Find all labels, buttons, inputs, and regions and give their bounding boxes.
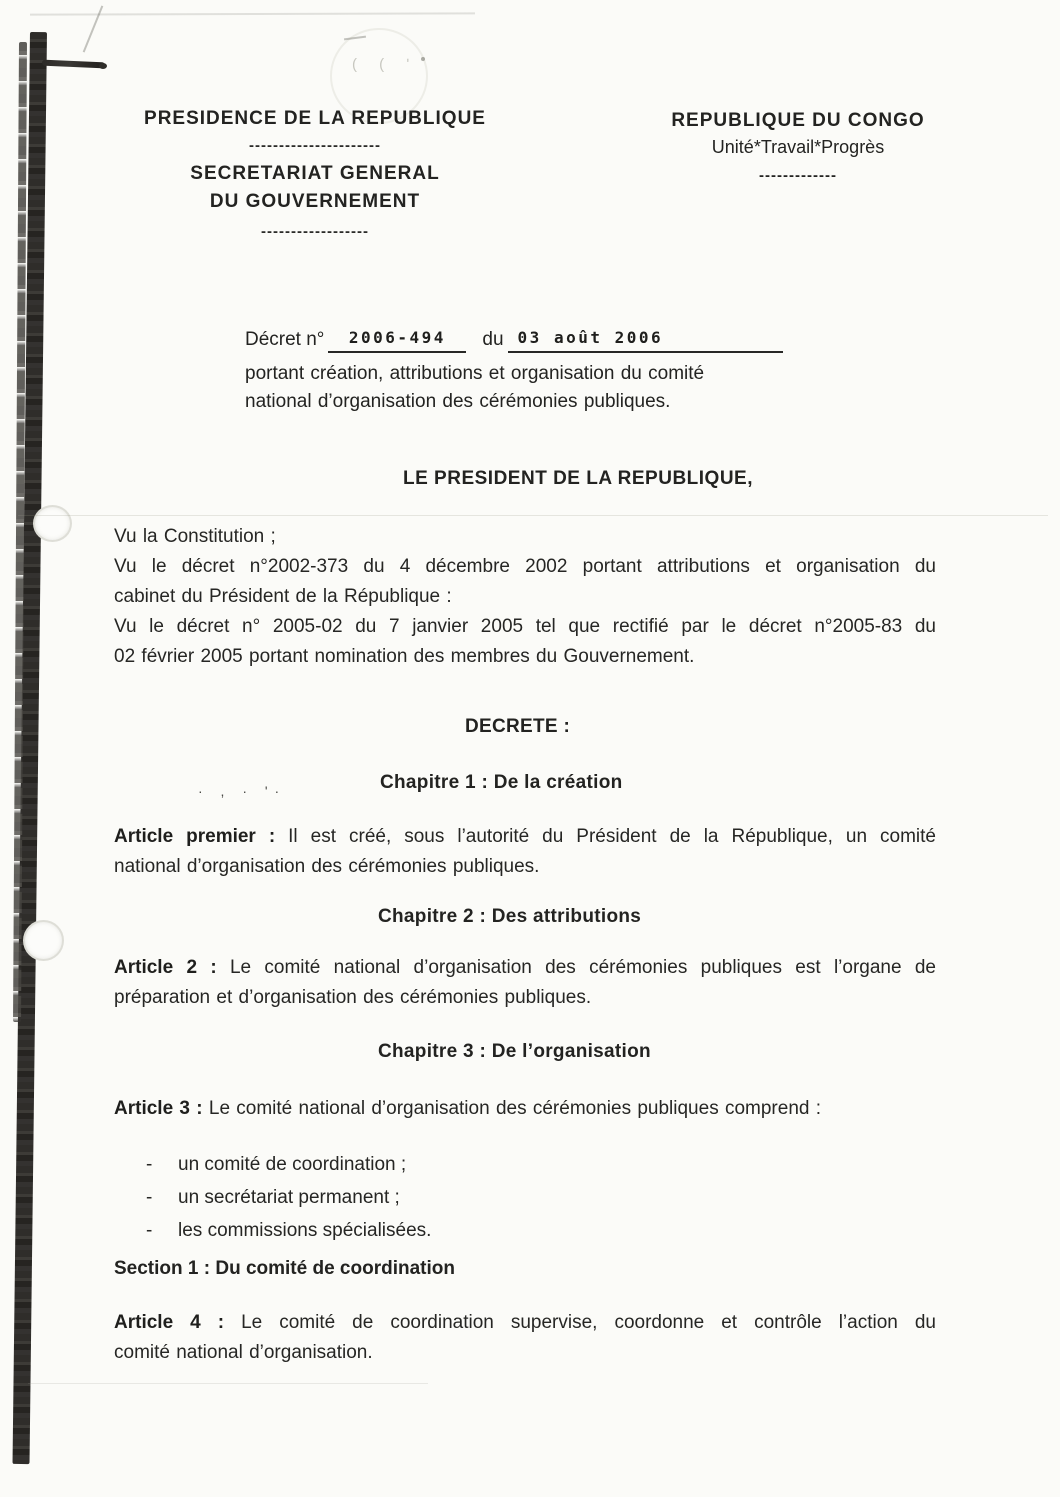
article-line: national d’organisation des cérémonies publiques. xyxy=(114,856,540,877)
letterhead-right xyxy=(648,110,948,184)
org-secretariat: SECRETARIAT GENERAL xyxy=(190,163,440,184)
article-label: Article premier : xyxy=(114,826,276,847)
scan-fold-line-low xyxy=(28,1383,428,1384)
divider-dashes: ------------------ xyxy=(261,223,369,240)
article-line: Article premier : Il est créé, sous l’autorité du Président de la République, un comité xyxy=(114,826,936,847)
decree-number-line xyxy=(245,328,783,353)
article-premier xyxy=(114,822,936,882)
decree-prefix-label: Décret n° xyxy=(245,329,325,350)
decrete-heading: DECRETE : xyxy=(465,716,571,737)
visa-line: Vu la Constitution ; xyxy=(114,526,276,547)
section1-heading: Section 1 : Du comité de coordination xyxy=(114,1258,455,1279)
decree-date-field: 03 août 2006 xyxy=(508,328,783,353)
divider-dashes: ------------- xyxy=(759,167,837,184)
article-line: Article 2 : Le comité national d’organisation des cérémonies publiques est l’organe de xyxy=(114,957,936,978)
org-gouvernement: DU GOUVERNEMENT xyxy=(209,191,421,212)
list-dash: - xyxy=(146,1220,153,1241)
article-3 xyxy=(114,1094,936,1124)
committee-structure-list xyxy=(146,1148,431,1247)
faint-stamp-marks: ( ( ʹ xyxy=(352,56,419,73)
national-motto: Unité*Travail*Progrès xyxy=(711,137,885,157)
article-line: Article 4 : Le comité de coordination supervise, coordonne et contrôle l’action du xyxy=(114,1312,936,1333)
chapter3-heading: Chapitre 3 : De l’organisation xyxy=(378,1041,651,1062)
article-label: Article 4 : xyxy=(114,1312,225,1333)
visa-line: 02 février 2005 portant nomination des membres du Gouvernement. xyxy=(114,646,695,667)
article-label: Article 2 : xyxy=(114,957,217,978)
list-item: - un comité de coordination ; xyxy=(146,1148,431,1181)
chapter1-heading: Chapitre 1 : De la création xyxy=(380,772,623,793)
chapter2-heading: Chapitre 2 : Des attributions xyxy=(378,906,642,927)
decree-subject xyxy=(245,360,805,416)
decree-subject-line2: national d’organisation des cérémonies publiques. xyxy=(245,391,671,412)
list-item: - un secrétariat permanent ; xyxy=(146,1181,431,1214)
scan-speck xyxy=(421,57,425,61)
article-line: comité national d’organisation. xyxy=(114,1342,373,1363)
visa-line: cabinet du Président de la République : xyxy=(114,586,452,607)
decree-subject-line1: portant création, attributions et organisation du comité xyxy=(245,363,705,384)
list-dash: - xyxy=(146,1187,153,1208)
article-label: Article 3 : xyxy=(114,1098,203,1119)
decree-number-field: 2006-494 xyxy=(328,328,466,353)
president-heading: LE PRESIDENT DE LA REPUBLIQUE, xyxy=(403,468,753,489)
pencil-marks: · , · ʹ· xyxy=(198,783,287,799)
list-item: - les commissions spécialisées. xyxy=(146,1214,431,1247)
org-presidence: PRESIDENCE DE LA REPUBLIQUE xyxy=(144,108,486,129)
letterhead-left xyxy=(140,108,490,240)
visas-block xyxy=(114,522,936,672)
article-line: Article 3 : Le comité national d’organisation des cérémonies publiques comprend : xyxy=(114,1098,822,1119)
visa-line: Vu le décret n° 2005-02 du 7 janvier 2005 tel que rectifié par le décret n°2005-83 du xyxy=(114,616,936,637)
country-name: REPUBLIQUE DU CONGO xyxy=(671,110,925,131)
divider-dashes: ---------------------- xyxy=(249,137,381,154)
article-line: préparation et d’organisation des cérémonies publiques. xyxy=(114,987,592,1008)
pen-stroke-dot xyxy=(99,63,107,69)
pen-stroke-mark xyxy=(42,60,105,69)
visa-line: Vu le décret n°2002-373 du 4 décembre 2002 portant attributions et organisation du xyxy=(114,556,936,577)
hole-punch-bottom xyxy=(23,920,64,961)
scan-fold-line-mid xyxy=(18,515,1048,516)
hole-punch-top xyxy=(33,505,72,542)
decree-du-label: du xyxy=(482,329,504,350)
article-4 xyxy=(114,1308,936,1368)
article-2 xyxy=(114,953,936,1013)
list-dash: - xyxy=(146,1154,153,1175)
